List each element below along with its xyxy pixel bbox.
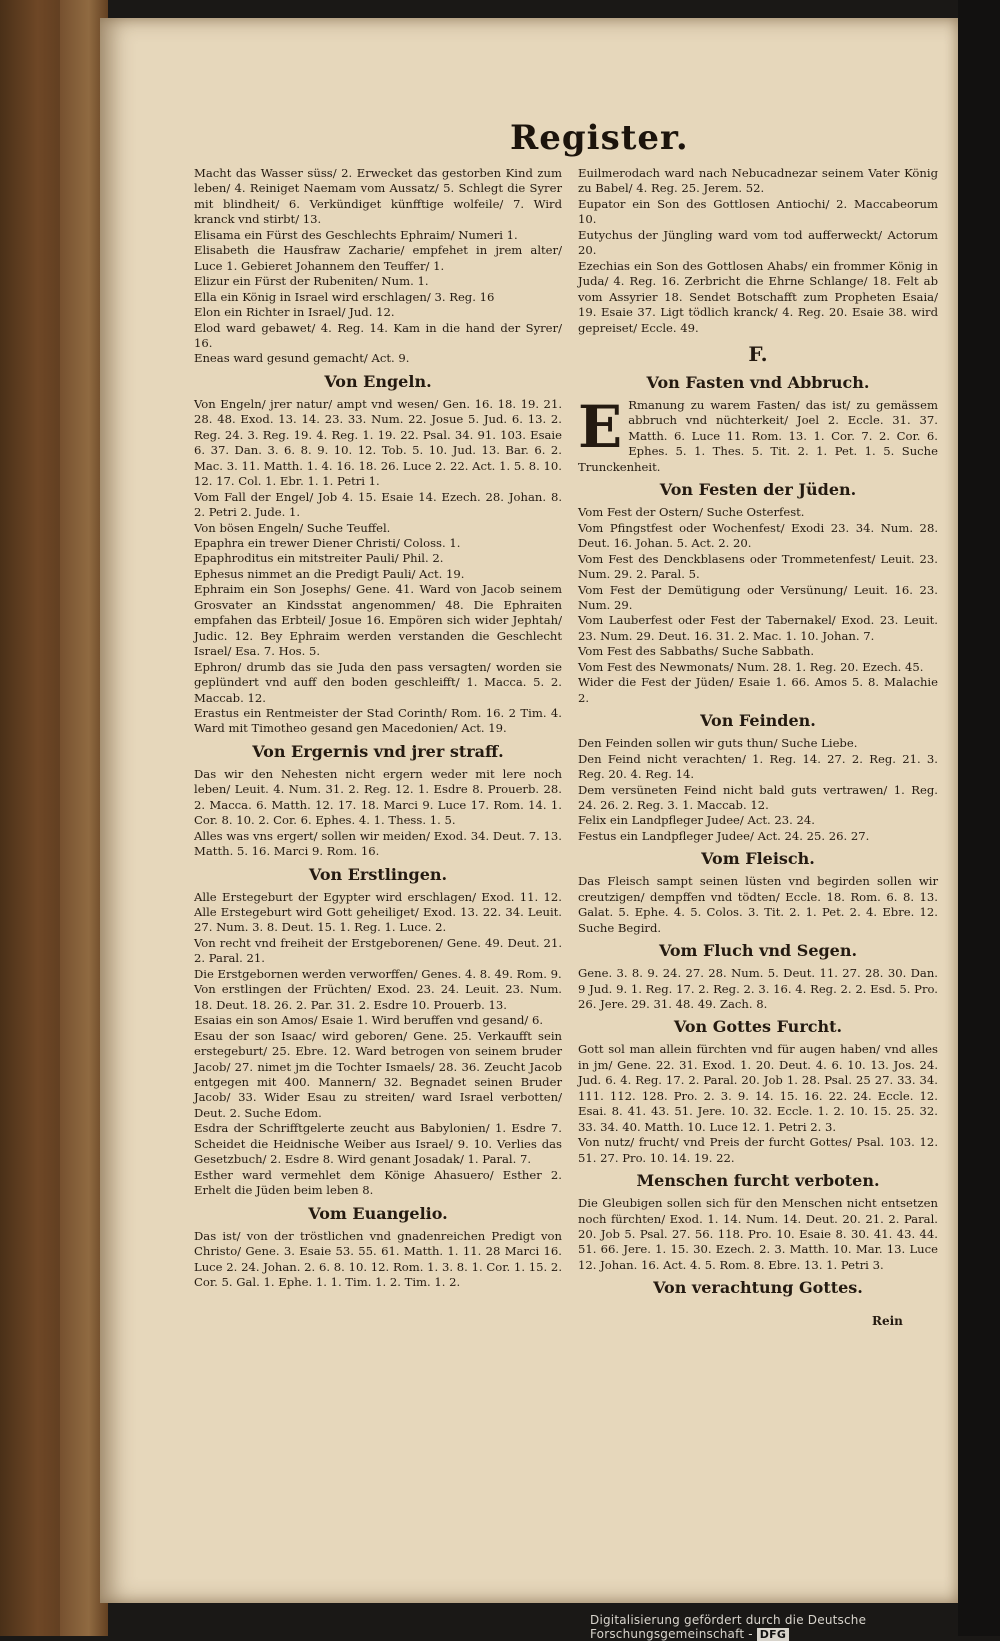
register-entry: Den Feinden sollen wir guts thun/ Suche Liebe. [578, 736, 858, 751]
right-column [578, 166, 938, 1303]
register-entry: Vom Pfingstfest oder Wochenfest/ Exodi 23. 34. Num. 28. Deut. 16. Johan. 5. Act. 2. 20. [578, 520, 938, 551]
register-entry: Elisama ein Fürst des Geschlechts Ephraim/ Numeri 1. [194, 227, 518, 242]
register-entry: Ella ein König in Israel wird erschlagen/ 3. Reg. 16 [194, 289, 495, 304]
book-page [100, 18, 958, 1603]
background-strip [958, 0, 1000, 1636]
register-entry: Epaphroditus ein mitstreiter Pauli/ Phil. 2. [194, 551, 444, 566]
register-entry: Vom Fall der Engel/ Job 4. 15. Esaie 14. Ezech. 28. Johan. 8. 2. Petri 2. Jude. 1. [194, 489, 562, 520]
section-heading: Von verachtung Gottes. [653, 1278, 863, 1298]
register-entry: Elod ward gebawet/ 4. Reg. 14. Kam in die hand der Syrer/ 16. [194, 320, 562, 350]
register-entry: Die Erstgebornen werden verworffen/ Genes. 4. 8. 49. Rom. 9. [194, 966, 562, 981]
register-entry: Ephesus nimmet an die Predigt Pauli/ Act. 19. [194, 566, 465, 581]
register-entry: Eneas ward gesund gemacht/ Act. 9. [194, 351, 410, 366]
register-entry: Den Feind nicht verachten/ 1. Reg. 14. 27. 2. Reg. 21. 3. Reg. 20. 4. Reg. 14. [578, 751, 938, 782]
section-heading: Von Fasten vnd Abbruch. [646, 372, 870, 392]
register-entry: Felix ein Landpfleger Judee/ Act. 23. 24. [578, 813, 815, 828]
register-entry: Das wir den Nehesten nicht ergern weder mit lere noch leben/ Leuit. 4. Num. 31. 2. Reg. 12. 1. Esdre 8. Prouerb. 28. 2. Macca. 6. Matth. 12. 17. 18. Marci 9. Luce 17. Rom. 14. 1. Cor. 8. 10. 2. Cor. 6. Ephes. 4. 1. Thess. 1. 5. [194, 766, 562, 828]
entry-text: Rmanung zu warem Fasten/ das ist/ zu gemässem abbruch vnd nüchterkeit/ Joel 2. Eccle. 31. 37. Matth. 6. Luce 11. Rom. 13. 1. Cor. 7. 2. Cor. 6. Ephes. 5. 1. Thes. 5. Tit. 2. 1. Pet. 1. 5. Suche Trunckenheit. [578, 397, 938, 474]
letter-heading: F. [748, 341, 768, 366]
drop-cap: E [578, 392, 623, 461]
register-entry: Vom Lauberfest oder Fest der Tabernakel/ Exod. 23. Leuit. 23. Num. 29. Deut. 16. 31. 2. Mac. 1. 10. Johan. 7. [578, 613, 938, 643]
section-heading: Vom Euangelio. [308, 1203, 448, 1223]
section-heading: Von Gottes Furcht. [673, 1017, 843, 1037]
register-entry: Vom Fest des Denckblasens oder Trommetenfest/ Leuit. 23. Num. 29. 2. Paral. 5. [578, 551, 938, 582]
register-entry: Von Engeln/ jrer natur/ ampt vnd wesen/ Gen. 16. 18. 19. 21. 28. 48. Exod. 13. 14. 23. 33. Num. 22. Josue 5. Jud. 6. 13. 2. Reg. 24. 3. Reg. 19. 4. Reg. 1. 19. 22. Psal. 34. 91. 103. Esaie 6. 37. Dan. 3. 6. 8. 9. 10. 12. Tob. 5. 10. Jud. 13. Bar. 6. 2. Mac. 3. 11. Matth. 1. 4. 16. 18. 26. Luce 2. 22. Act. 1. 5. 8. 10. 12. 17. Col. 1. Ebr. 1. 1. Petri 1. [194, 396, 562, 489]
register-entry: Festus ein Landpfleger Judee/ Act. 24. 25. 26. 27. [578, 828, 870, 843]
register-entry: Vom Fest der Demütigung oder Versünung/ Leuit. 16. 23. Num. 29. [578, 582, 938, 612]
register-entry: Esdra der Schrifftgelerte zeucht aus Babylonien/ 1. Esdre 7. Scheidet die Heidnische Weiber aus Israel/ 9. 10. Verlies das Gesetzbuch/ 2. Esdre 8. Wird genant Josadak/ 1. Paral. 7. [194, 1121, 562, 1167]
register-entry: Ephraim ein Son Josephs/ Gene. 41. Ward von Jacob seinem Grosvater an Kindsstat angenommen/ 48. Die Ephraiten empfahen das Erbteil/ Josue 16. Empören sich wider Jephtah/ Judic. 12. Bey Ephraim werden verstanden die Geschlecht Israel/ Esa. 7. Hos. 5. [194, 582, 562, 659]
register-entry [578, 392, 938, 475]
footer-text: Digitalisierung gefördert durch die Deutsche Forschungsgemeinschaft - [590, 1613, 867, 1641]
register-entry: Eutychus der Jüngling ward vom tod aufferweckt/ Actorum 20. [578, 227, 938, 258]
register-entry: Elizur ein Fürst der Rubeniten/ Num. 1. [194, 274, 429, 289]
register-entry: Wider die Fest der Jüden/ Esaie 1. 66. Amos 5. 8. Malachie 2. [578, 675, 938, 705]
register-entry: Vom Fest des Newmonats/ Num. 28. 1. Reg. 20. Ezech. 45. [578, 659, 924, 674]
register-entry: Elon ein Richter in Israel/ Jud. 12. [194, 305, 395, 320]
register-entry: Epaphra ein trewer Diener Christi/ Coloss. 1. [194, 535, 461, 550]
register-entry: Esaias ein son Amos/ Esaie 1. Wird beruffen vnd gesand/ 6. [194, 1013, 544, 1028]
register-entry: Die Gleubigen sollen sich für den Menschen nicht entsetzen noch fürchten/ Exod. 1. 14. Num. 14. Deut. 20. 21. 2. Paral. 20. Job 5. Psal. 27. 56. 118. Pro. 10. Esaie 8. 30. 41. 43. 44. 51. 66. Jere. 1. 15. 30. Ezech. 2. 3. Matth. 10. Mar. 13. Luce 12. Johan. 16. Act. 4. 5. Rom. 8. Ebre. 13. 1. Petri 3. [578, 1196, 938, 1272]
register-entry: Gott sol man allein fürchten vnd für augen haben/ vnd alles in jm/ Gene. 22. 31. Exod. 1. 20. Deut. 4. 6. 10. 13. Jos. 24. Jud. 6. 4. Reg. 17. 2. Paral. 20. Job 1. 28. Psal. 25 27. 33. 34. 111. 112. 128. Pro. 2. 3. 9. 14. 15. 16. 22. 24. Eccle. 12. Esai. 8. 41. 43. 51. Jere. 10. 32. Eccle. 1. 2. 10. 15. 25. 32. 33. 34. 40. Matth. 10. Luce 12. 1. Petri 2. 3. [578, 1042, 938, 1134]
register-entry: Von bösen Engeln/ Suche Teuffel. [194, 520, 391, 535]
section-heading: Vom Fluch vnd Segen. [658, 941, 858, 961]
section-heading: Vom Fleisch. [701, 849, 815, 869]
register-entry: Von nutz/ frucht/ vnd Preis der furcht Gottes/ Psal. 103. 12. 51. 27. Pro. 10. 14. 19. 22. [578, 1135, 938, 1165]
register-entry: Alle Erstegeburt der Egypter wird erschlagen/ Exod. 11. 12. Alle Erstegeburt wird Gott geheiliget/ Exod. 13. 22. 34. Leuit. 27. Num. 3. 8. Deut. 15. 1. Reg. 1. Luce. 2. [194, 889, 562, 935]
register-entry: Eupator ein Son des Gottlosen Antiochi/ 2. Maccabeorum 10. [578, 196, 938, 227]
register-entry: Elisabeth die Hausfraw Zacharie/ empfehet in jrem alter/ Luce 1. Gebieret Johannem den Teuffer/ 1. [194, 243, 562, 273]
register-entry: Das Fleisch sampt seinen lüsten vnd begirden sollen wir creutzigen/ dempffen vnd tödten/ Eccle. 18. Rom. 6. 8. 13. Galat. 5. Ephe. 4. 5. Colos. 3. Tit. 2. 1. Pet. 2. 4. Ebre. 12. Suche Begird. [578, 874, 938, 935]
section-heading: Von Erstlingen. [308, 864, 448, 884]
register-entry: Das ist/ von der tröstlichen vnd gnadenreichen Predigt von Christo/ Gene. 3. Esaie 53. 55. 61. Matth. 1. 11. 28 Marci 16. Luce 2. 24. Johan. 2. 6. 8. 10. 12. Rom. 1. 3. 8. 1. Cor. 1. 15. 2. Cor. 5. Gal. 1. Ephe. 1. 1. Tim. 1. 2. Tim. 1. 2. [194, 1228, 562, 1289]
register-entry: Alles was vns ergert/ sollen wir meiden/ Exod. 34. Deut. 7. 13. Matth. 5. 16. Marci 9. Rom. 16. [194, 828, 562, 859]
register-entry: Von recht vnd freiheit der Erstgeborenen/ Gene. 49. Deut. 21. 2. Paral. 21. [194, 935, 562, 966]
dfg-logo: DFG [757, 1628, 789, 1641]
footer-credit [590, 1613, 1000, 1641]
register-entry: Von erstlingen der Früchten/ Exod. 23. 24. Leuit. 23. Num. 18. Deut. 18. 26. 2. Par. 31. 2. Esdre 10. Prouerb. 13. [194, 982, 562, 1012]
section-heading: Von Engeln. [324, 371, 432, 391]
register-entry: Vom Fest der Ostern/ Suche Osterfest. [578, 505, 805, 520]
register-entry: Ezechias ein Son des Gottlosen Ahabs/ ein frommer König in Juda/ 4. Reg. 16. Zerbricht die Ehrne Schlange/ 18. Felt ab vom Assyrier 18. Sendet Botschafft zum Propheten Esaia/ 19. Esaie 37. Ligt tödlich kranck/ 4. Reg. 20. Esaie 38. wird gepreiset/ Eccle. 49. [578, 258, 938, 335]
register-entry: Esau der son Isaac/ wird geboren/ Gene. 25. Verkaufft sein erstegeburt/ 25. Ebre. 12. Ward betrogen von seinem bruder Jacob/ 27. nimet jm die Tochter Ismaels/ 28. 36. Zeucht Jacob entgegen mit 400. Mannern/ 32. Begnadet seinen Bruder Jacob/ 33. Wider Esau zu streiten/ ward Israel verbotten/ Deut. 2. Suche Edom. [194, 1028, 562, 1120]
register-entry: Dem versüneten Feind nicht bald guts vertrawen/ 1. Reg. 24. 26. 2. Reg. 3. 1. Maccab. 12. [578, 782, 938, 812]
register-entry: Macht das Wasser süss/ 2. Erwecket das gestorben Kind zum leben/ 4. Reiniget Naemam vom Aussatz/ 5. Schlegt die Syrer mit blindheit/ 6. Verkündiget künfftige wolfeile/ 7. Wird kranck vnd stirbt/ 13. [194, 166, 562, 227]
page-header: Register. [510, 118, 689, 158]
section-heading: Von Festen der Jüden. [659, 480, 857, 500]
register-entry: Euilmerodach ward nach Nebucadnezar seinem Vater König zu Babel/ 4. Reg. 25. Jerem. 52. [578, 166, 938, 196]
register-entry: Gene. 3. 8. 9. 24. 27. 28. Num. 5. Deut. 11. 27. 28. 30. Dan. 9 Jud. 9. 1. Reg. 17. 2. Reg. 2. 3. 16. 4. Reg. 2. 2. Esd. 5. Pro. 26. Jere. 29. 31. 48. 49. Zach. 8. [578, 966, 938, 1012]
book-board [0, 0, 108, 1636]
register-entry: Ephron/ drumb das sie Juda den pass versagten/ worden sie geplündert vnd auff den boden geschleifft/ 1. Macca. 5. 2. Maccab. 12. [194, 659, 562, 705]
register-entry: Esther ward vermehlet dem Könige Ahasuero/ Esther 2. Erhelt die Jüden beim leben 8. [194, 1167, 562, 1198]
section-heading: Von Feinden. [700, 711, 816, 731]
section-heading: Menschen furcht verboten. [636, 1171, 880, 1191]
section-heading: Von Ergernis vnd jrer straff. [252, 741, 504, 761]
catchword: Rein [872, 1314, 903, 1328]
register-entry: Erastus ein Rentmeister der Stad Corinth/ Rom. 16. 2 Tim. 4. Ward mit Timotheo gesand gen Macedonien/ Act. 19. [194, 705, 562, 736]
left-column [194, 166, 562, 1290]
register-entry: Vom Fest des Sabbaths/ Suche Sabbath. [578, 644, 815, 659]
